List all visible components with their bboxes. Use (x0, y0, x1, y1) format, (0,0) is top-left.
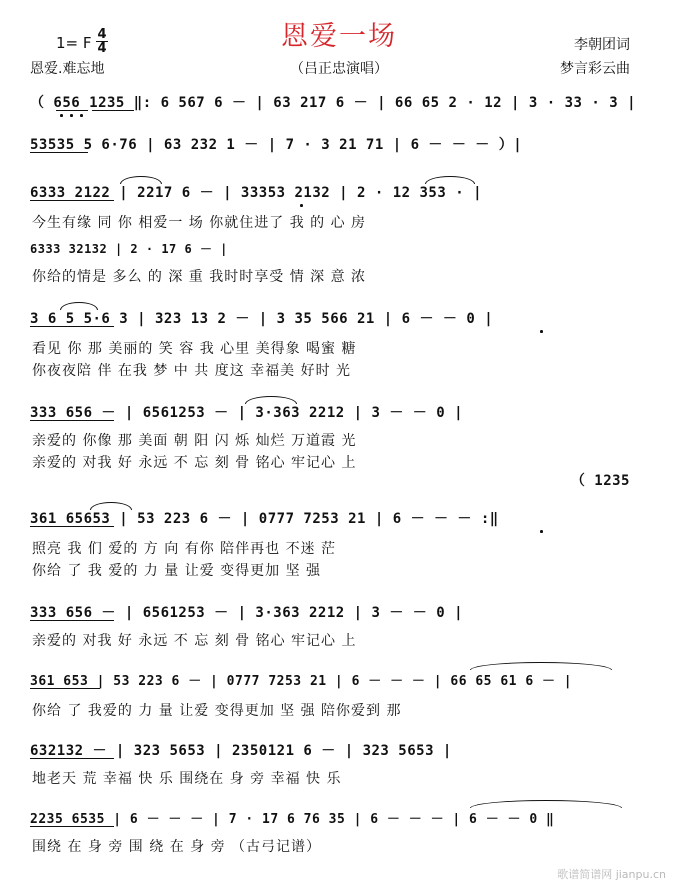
beam-underline (92, 110, 134, 111)
beam-underline (30, 526, 114, 527)
score-system-10: 632132 － | 323 5653 | 2350121 6 － | 323 5653 | (30, 743, 452, 759)
beam-underline (30, 420, 114, 421)
beam-underline (30, 688, 100, 689)
score-system-7: 361 65653 | 53 223 6 － | 0777 7253 21 | 6 － － － :‖ (30, 511, 499, 527)
slur-mark (425, 176, 475, 184)
score-system-2: 53535 5 6·76 | 63 232 1 － | 7 · 3 21 71 | 6 － － － ）| (30, 137, 523, 153)
lyrics-line-5a: 看见 你 那 美丽的 笑 容 我 心里 美得象 喝蜜 糖 (32, 341, 357, 357)
score-system-3: 6333 2122 | 2217 6 － | 33353 2132 | 2 · 12 353 · | (30, 185, 483, 201)
low-octave-dot (70, 114, 73, 117)
lyrics-line-9a: 你给 了 我爱的 力 量 让爱 变得更加 坚 强 陪你爱到 那 (32, 703, 402, 719)
beam-underline (30, 826, 114, 827)
low-octave-dot (300, 204, 303, 207)
low-octave-dot (80, 114, 83, 117)
beam-underline (30, 152, 88, 153)
key-signature: 1= F (56, 34, 92, 52)
composer: 梦言彩云曲 (560, 61, 630, 77)
score-system-8: 333 656 － | 6561253 － | 3·363 2212 | 3 － － 0 | (30, 605, 464, 621)
slur-mark (60, 302, 98, 310)
low-octave-dot (60, 114, 63, 117)
lyrics-line-3a: 今生有缘 同 你 相爱一 场 你就住进了 我 的 心 房 (32, 215, 367, 231)
time-sig-denominator: 4 (97, 41, 107, 56)
beam-underline (56, 110, 88, 111)
beam-underline (30, 326, 114, 327)
score-system-11: 2235 6535 | 6 － － － | 7 · 17 6 76 35 | 6 － － － | 6 － － 0 ‖ (30, 812, 555, 827)
slur-mark (470, 662, 612, 670)
slur-mark (120, 176, 162, 184)
lyricist: 李朝团词 (574, 37, 630, 53)
low-octave-dot (540, 530, 543, 533)
time-signature (96, 28, 108, 55)
lyrics-line-4a: 你给的情是 多么 的 深 重 我时时享受 情 深 意 浓 (32, 269, 367, 285)
score-system-1: （ 656 1235 ‖: 6 567 6 － | 63 217 6 － | 66 65 2 · 12 | 3 · 33 · 3 | (30, 95, 637, 111)
low-octave-dot (540, 330, 543, 333)
score-system-5: 3 6 5 5·6 3 | 323 13 2 － | 3 35 566 21 | 6 － － 0 | (30, 311, 494, 327)
score-system-6: 333 656 － | 6561253 － | 3·363 2212 | 3 － － 0 | (30, 405, 464, 421)
slur-mark (245, 396, 297, 404)
watermark: 歌谱简谱网 jianpu.cn (557, 868, 666, 881)
slur-mark (470, 800, 622, 808)
score-system-4: 6333 32132 | 2 · 17 6 － | (30, 242, 228, 256)
lyrics-line-6a: 亲爱的 你像 那 美面 朝 阳 闪 烁 灿烂 万道霞 光 (32, 433, 357, 449)
beam-underline (30, 200, 114, 201)
lyrics-line-11a: 围绕 在 身 旁 围 绕 在 身 旁 （古弓记谱） (32, 839, 322, 855)
lyrics-line-5b: 你夜夜陪 伴 在我 梦 中 共 度这 幸福美 好时 光 (32, 363, 352, 379)
lyrics-line-7a: 照亮 我 们 爱的 方 向 有你 陪伴再也 不迷 茫 (32, 541, 337, 557)
song-title: 恩爱一场 (281, 21, 397, 52)
subtitle-left: 恩爱.难忘地 (30, 61, 105, 77)
lyrics-line-6b: 亲爱的 对我 好 永远 不 忘 刻 骨 铭心 牢记心 上 (32, 455, 357, 471)
lyrics-line-8a: 亲爱的 对我 好 永远 不 忘 刻 骨 铭心 牢记心 上 (32, 633, 357, 649)
lyrics-line-7b: 你给 了 我 爱的 力 量 让爱 变得更加 坚 强 (32, 563, 322, 579)
score-system-9: 361 653 | 53 223 6 － | 0777 7253 21 | 6 － － － | 66 65 61 6 － | (30, 674, 573, 689)
time-sig-numerator: 4 (97, 27, 107, 42)
score-intro-pickup: （ 1235 (570, 473, 630, 489)
lyrics-line-10a: 地老天 荒 幸福 快 乐 围绕在 身 旁 幸福 快 乐 (32, 771, 342, 787)
beam-underline (30, 620, 114, 621)
performer: （吕正忠演唱） (290, 61, 388, 77)
beam-underline (30, 758, 114, 759)
slur-mark (90, 502, 132, 510)
